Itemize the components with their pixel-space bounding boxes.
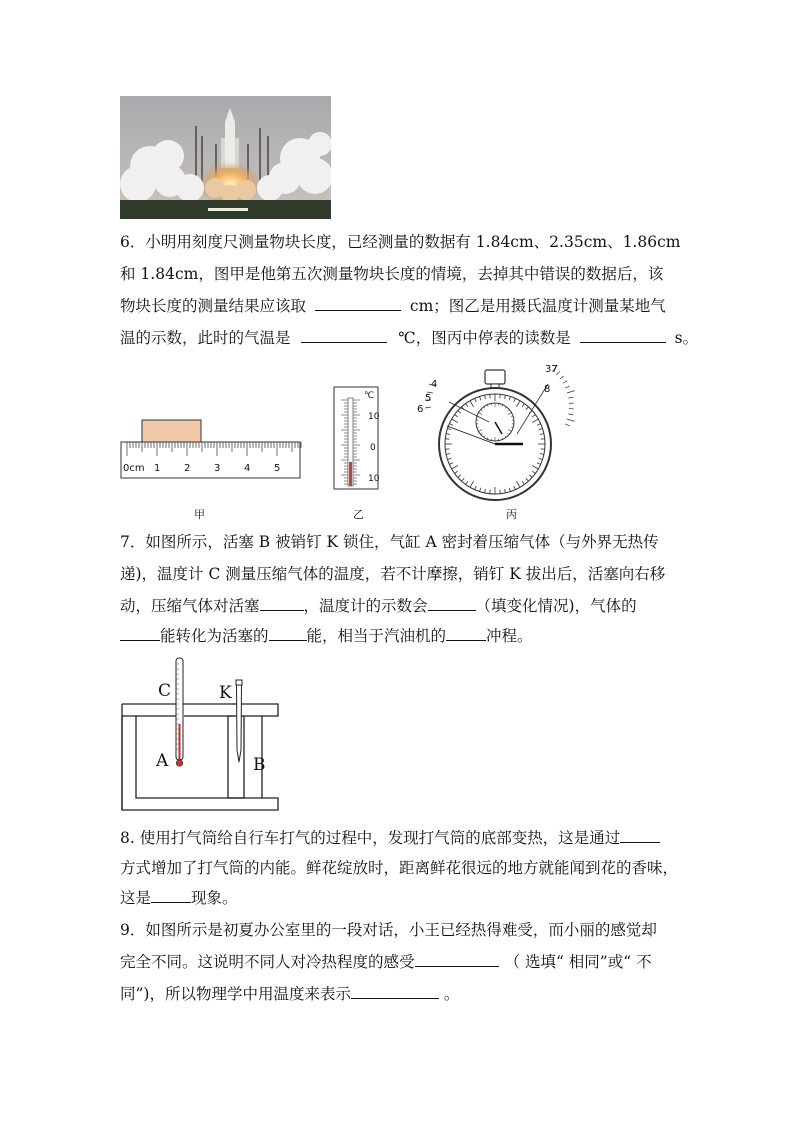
- q9-temperature-meaning-blank[interactable]: [351, 984, 439, 999]
- q8-line-2: 方式增加了打气筒的内能。鲜花绽放时，距离鲜花很远的地方就能闻到花的香味，: [120, 859, 679, 877]
- cylinder-apparatus-figure: [118, 650, 288, 814]
- q7-line-1: 7．如图所示，活塞 B 被销钉 K 锁住，气缸 A 密封着压缩气体（与外界无热传: [120, 533, 659, 551]
- ruler-figure: [120, 416, 305, 480]
- q9-line-1: 9．如图所示是初夏办公室里的一段对话，小王已经热得难受，而小丽的感觉却: [120, 921, 657, 939]
- big-scale-label-8: 8: [544, 384, 551, 395]
- ruler-label-2: 2: [184, 463, 191, 474]
- q8-phenomenon-blank[interactable]: [151, 888, 191, 903]
- q7-line4-mid1: 能转化为活塞的: [160, 627, 269, 645]
- magnified-scale-tick: [567, 419, 575, 421]
- q6-length-blank[interactable]: [315, 296, 401, 311]
- stopwatch-caption: 丙: [506, 508, 517, 521]
- label-b: B: [253, 755, 266, 775]
- label-a: A: [156, 751, 169, 771]
- magnified-scale-tick: [568, 397, 573, 398]
- q6-line-4: [120, 328, 698, 348]
- q7-line-3: [120, 596, 637, 616]
- q7-line3-mid: ，温度计的示数会: [303, 597, 428, 615]
- ruler-label-0: 0cm: [123, 463, 145, 474]
- q9-line2-suffix: （ 选填“ 相同”或“ 不: [504, 953, 652, 971]
- label-c: C: [158, 681, 172, 701]
- q7-work-blank[interactable]: [260, 596, 304, 611]
- q7-line3-prefix: 动，压缩气体对活塞: [120, 597, 260, 615]
- q7-line-4: [120, 626, 533, 646]
- magnified-scale-tick: [563, 381, 567, 384]
- ruler-caption: 甲: [194, 508, 205, 521]
- q7-line-2: 递)，温度计 C 测量压缩气体的温度，若不计摩擦，销钉 K 拔出后，活塞向右移: [120, 565, 666, 583]
- q6-temperature-blank[interactable]: [301, 328, 387, 343]
- thermo-label-top: 10: [368, 412, 380, 422]
- q7-energy-to-blank[interactable]: [269, 626, 307, 641]
- ruler-label-4: 4: [244, 463, 251, 474]
- magnified-scale-tick: [567, 391, 575, 393]
- thermometer-caption: 乙: [353, 508, 364, 521]
- q9-feeling-blank[interactable]: [415, 952, 499, 967]
- q8-method-blank[interactable]: [620, 828, 660, 843]
- q6-line3-prefix: 物块长度的测量结果应该取: [120, 297, 307, 315]
- magnified-scale-tick: [565, 386, 570, 388]
- q7-line3-suffix: （填变化情况)，气体的: [475, 597, 637, 615]
- magnified-scale-tick: [560, 376, 564, 379]
- q7-energy-from-blank[interactable]: [120, 626, 160, 641]
- q8-line3-prefix: 这是: [120, 889, 152, 907]
- magnified-scale-tick: [565, 424, 570, 426]
- q8-line3-suffix: 现象。: [191, 889, 238, 907]
- thermo-label-zero: 0: [370, 443, 376, 453]
- thermo-unit: ℃: [364, 391, 375, 401]
- q6-line4-prefix: 温的示数，此时的气温是: [120, 329, 291, 347]
- small-scale-label-4: 4: [431, 379, 438, 390]
- magnified-scale-tick: [568, 414, 573, 415]
- q6-line-1: 6．小明用刻度尺测量物块长度，已经测量的数据有 1.84cm、2.35cm、1.86cm: [120, 233, 681, 251]
- small-scale-label-5: 5: [425, 393, 432, 404]
- q8-line-1: [120, 828, 660, 848]
- ruler-label-1: 1: [154, 463, 161, 474]
- q7-reading-blank[interactable]: [428, 596, 476, 611]
- ruler-label-3: 3: [214, 463, 221, 474]
- q6-line4-mid: ℃，图丙中停表的读数是: [398, 329, 571, 347]
- thermometer-figure: [332, 386, 380, 490]
- q6-line3-suffix: cm；图乙是用摄氏温度计测量某地气: [409, 297, 666, 315]
- q9-line3-prefix: 同”)，所以物理学中用温度来表示: [120, 985, 351, 1003]
- rocket-launch-photo: [120, 96, 331, 219]
- stopwatch-figure: [405, 356, 580, 502]
- q6-stopwatch-blank[interactable]: [580, 328, 666, 343]
- q8-line-3: [120, 888, 238, 908]
- q7-line4-suffix: 冲程。: [486, 627, 533, 645]
- q6-line-2: 和 1.84cm，图甲是他第五次测量物块长度的情境，去掉其中错误的数据后，该: [120, 265, 664, 283]
- q7-stroke-blank[interactable]: [446, 626, 486, 641]
- ruler-label-5: 5: [274, 463, 281, 474]
- label-k: K: [219, 683, 232, 703]
- q9-line-3: [120, 984, 459, 1004]
- big-scale-label-37: 37: [545, 364, 558, 375]
- q7-line4-mid2: 能，相当于汽油机的: [306, 627, 447, 645]
- q9-line3-suffix: 。: [438, 985, 460, 1003]
- q6-line4-suffix: s。: [674, 329, 699, 347]
- small-scale-label-6: 6: [417, 404, 424, 415]
- q9-line2-prefix: 完全不同。这说明不同人对冷热程度的感受: [120, 953, 415, 971]
- q9-line-2: [120, 952, 652, 972]
- q6-line-3: [120, 296, 666, 316]
- thermo-label-bottom: 10: [368, 474, 380, 484]
- q8-line1-text: 8. 使用打气筒给自行车打气的过程中，发现打气筒的底部变热，这是通过: [120, 829, 621, 847]
